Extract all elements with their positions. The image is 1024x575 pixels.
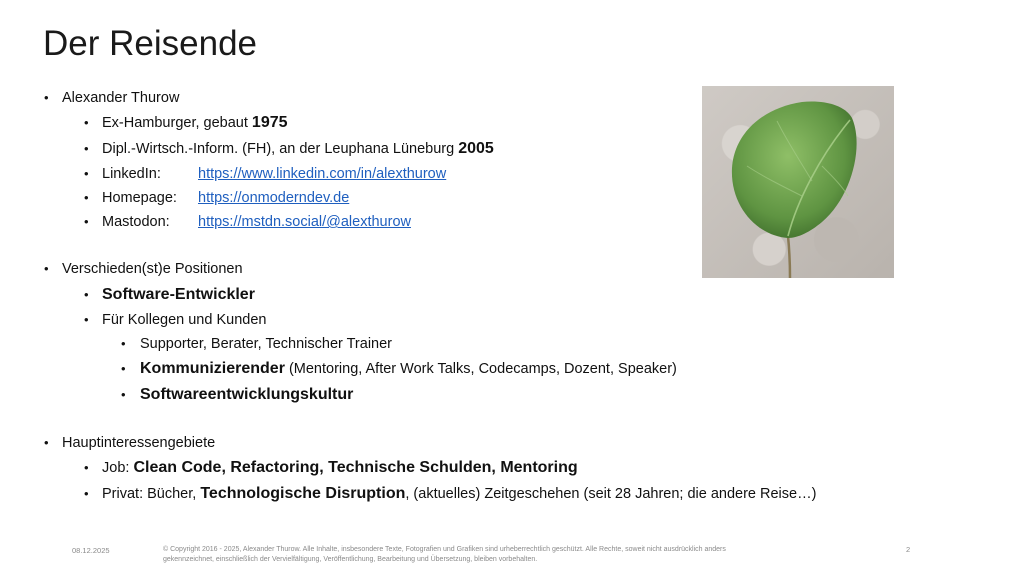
culture-item: Softwareentwicklungskultur [140, 386, 354, 403]
job-topics: Clean Code, Refactoring, Technische Schulden, Mentoring [133, 459, 578, 476]
homepage-link[interactable]: https://onmoderndev.de [198, 190, 350, 206]
slide-title: Der Reisende [43, 24, 257, 63]
bullet-icon: • [44, 435, 49, 450]
degree-item [102, 139, 494, 159]
job-label: Job: [102, 460, 134, 476]
origin-text: Ex-Hamburger, gebaut [102, 115, 252, 131]
copyright-line-2: gekennzeichnet, einschließlich der Vervielfältigung, Veröffentlichung, Bearbeitung und Übersetzung, bleiben vorbehalten. [163, 556, 538, 563]
bullet-icon: • [44, 261, 49, 276]
footer-copyright [163, 545, 853, 565]
job-item [102, 458, 578, 478]
linkedin-item [102, 164, 446, 184]
linkedin-label: LinkedIn: [102, 166, 161, 182]
homepage-label: Homepage: [102, 190, 177, 206]
bullet-icon: • [84, 166, 89, 181]
degree-text: Dipl.-Wirtsch.-Inform. (FH), an der Leuphana Lüneburg [102, 141, 459, 157]
communicator-detail: (Mentoring, After Work Talks, Codecamps, Dozent, Speaker) [284, 361, 677, 377]
private-highlight: Technologische Disruption [200, 485, 406, 502]
private-detail: , (aktuelles) Zeitgeschehen (seit 28 Jahren; die andere Reise…) [405, 486, 817, 502]
copyright-line-1: © Copyright 2016 - 2025, Alexander Thurow. Alle Inhalte, insbesondere Texte, Fotografien und Grafiken sind urheberrechtlich geschützt. Alle Rechte, soweit nicht ausdrücklich anders [163, 546, 726, 553]
bullet-icon: • [121, 387, 126, 402]
communicator-item [140, 359, 677, 379]
support-item: Supporter, Berater, Technischer Trainer [140, 336, 393, 352]
mastodon-link[interactable]: https://mstdn.social/@alexthurow [198, 214, 411, 230]
bullet-icon: • [84, 486, 89, 501]
leaf-photo [702, 86, 894, 278]
leaf-icon [702, 86, 894, 278]
bullet-icon: • [84, 312, 89, 327]
developer-item: Software-Entwickler [102, 286, 255, 303]
mastodon-label: Mastodon: [102, 214, 170, 230]
private-item [102, 484, 816, 504]
colleagues-item: Für Kollegen und Kunden [102, 312, 267, 328]
bullet-icon: • [44, 90, 49, 105]
homepage-item [102, 188, 349, 208]
communicator-label: Kommunizierender [140, 360, 285, 377]
bullet-icon: • [84, 190, 89, 205]
origin-year: 1975 [251, 114, 288, 131]
bullet-icon: • [121, 336, 126, 351]
private-label: Privat: Bücher, [102, 486, 201, 502]
linkedin-link[interactable]: https://www.linkedin.com/in/alexthurow [198, 166, 447, 182]
bullet-icon: • [84, 287, 89, 302]
bullet-icon: • [84, 214, 89, 229]
positions-item: Verschieden(st)e Positionen [62, 261, 243, 277]
bullet-icon: • [84, 460, 89, 475]
footer-date: 08.12.2025 [72, 546, 110, 555]
bullet-icon: • [121, 361, 126, 376]
interests-item: Hauptinteressengebiete [62, 435, 216, 451]
bullet-icon: • [84, 115, 89, 130]
degree-year: 2005 [458, 140, 494, 157]
mastodon-item [102, 212, 411, 232]
origin-item [102, 113, 288, 133]
page-number: 2 [906, 545, 911, 554]
name-item: Alexander Thurow [62, 90, 180, 106]
bullet-icon: • [84, 141, 89, 156]
